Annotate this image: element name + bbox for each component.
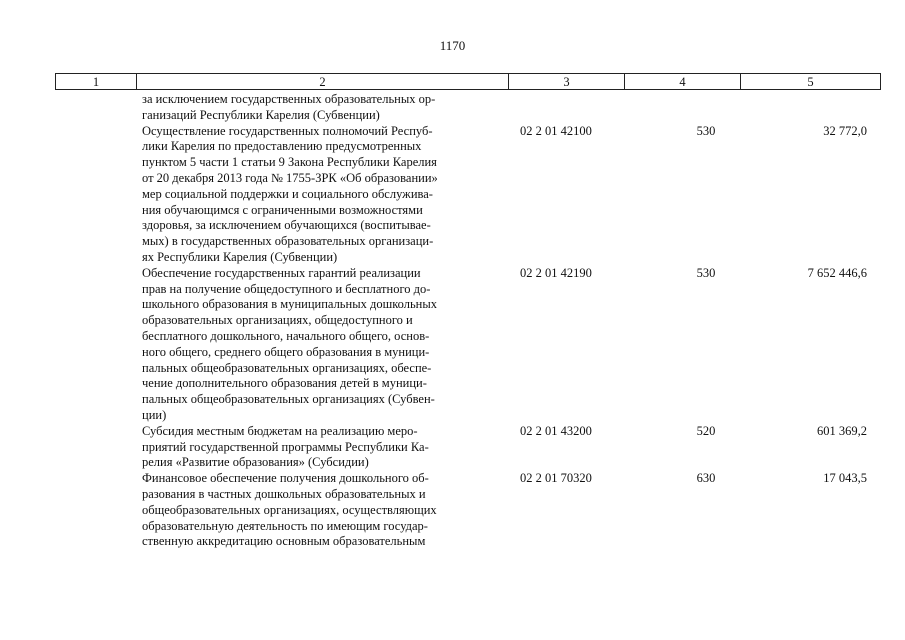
table-row xyxy=(55,124,880,266)
description-line: бесплатного дошкольного, начального общего, основ- xyxy=(142,328,430,343)
table-row xyxy=(55,92,880,124)
description-line: ях Республики Карелия (Субвенции) xyxy=(142,249,338,264)
cell-target-code: 02 2 01 70320 xyxy=(520,471,592,486)
cell-amount: 17 043,5 xyxy=(823,471,867,486)
cell-description xyxy=(136,92,514,124)
cell-expense-type: 530 xyxy=(696,265,716,280)
description-line: приятий государственной программы Республики Ка- xyxy=(142,439,429,454)
cell-amount: 7 652 446,6 xyxy=(807,265,867,280)
description-line: образовательных организациях, общедоступного и xyxy=(142,313,413,328)
description-line: Субсидия местным бюджетам на реализацию меро- xyxy=(142,423,418,438)
cell-description xyxy=(136,266,514,424)
cell-expense-type: 630 xyxy=(696,471,716,486)
cell-column-1 xyxy=(55,266,136,424)
column-header-2: 2 xyxy=(137,74,509,90)
description-line: Финансовое обеспечение получения дошкольного об- xyxy=(142,471,429,486)
description-line: школьного образования в муниципальных дошкольных xyxy=(142,297,438,312)
description-line: от 20 декабря 2013 года № 1755-ЗРК «Об образовании» xyxy=(142,170,438,185)
description-line: ного общего, среднего общего образования в муници- xyxy=(142,344,430,359)
table-row xyxy=(55,471,880,550)
column-header-3: 3 xyxy=(509,74,625,90)
description-line: мер социальной поддержки и социального обслужива- xyxy=(142,186,433,201)
description-line: разования в частных дошкольных образовательных и xyxy=(142,486,426,501)
cell-description xyxy=(136,424,514,471)
cell-target-code: 02 2 01 43200 xyxy=(520,423,592,438)
description-line: пальных общеобразовательных организациях (Субвен- xyxy=(142,392,435,407)
description-line: здоровья, за исключением обучающихся (воспитывае- xyxy=(142,218,431,233)
cell-expense-type: 520 xyxy=(696,423,716,438)
description-line: ственную аккредитацию основным образовательным xyxy=(142,534,426,549)
description-line: Осуществление государственных полномочий Респуб- xyxy=(142,123,433,138)
description-line: общеобразовательных организациях, осуществляющих xyxy=(142,502,437,517)
cell-description xyxy=(136,471,514,550)
column-header-row xyxy=(56,74,881,90)
description-line: образовательную деятельность по имеющим государ- xyxy=(142,518,428,533)
description-line: пальных общеобразовательных организациях, обеспе- xyxy=(142,360,432,375)
description-line: пунктом 5 части 1 статьи 9 Закона Республики Карелия xyxy=(142,155,437,170)
cell-target-code: 02 2 01 42100 xyxy=(520,123,592,138)
table-body xyxy=(55,92,880,550)
description-line: ния обучающимся с ограниченными возможностями xyxy=(142,202,423,217)
description-line: лики Карелия по предоставлению предусмотренных xyxy=(142,139,422,154)
cell-amount xyxy=(746,92,871,124)
column-header-1: 1 xyxy=(56,74,137,90)
cell-amount: 601 369,2 xyxy=(817,423,867,438)
cell-target-code xyxy=(514,92,630,124)
cell-column-1 xyxy=(55,124,136,266)
table-row xyxy=(55,266,880,424)
cell-target-code: 02 2 01 42190 xyxy=(520,265,592,280)
description-line: за исключением государственных образовательных ор- xyxy=(142,92,436,106)
cell-expense-type: 530 xyxy=(696,123,716,138)
description-line: ции) xyxy=(142,407,167,422)
table-row xyxy=(55,424,880,471)
page-number: 1170 xyxy=(439,38,466,53)
column-header-5: 5 xyxy=(741,74,881,90)
description-line: мых) в государственных образовательных организаци- xyxy=(142,234,434,249)
column-header-table xyxy=(55,73,881,90)
description-line: релия «Развитие образования» (Субсидии) xyxy=(142,455,369,470)
description-line: Обеспечение государственных гарантий реализации xyxy=(142,265,421,280)
cell-column-1 xyxy=(55,92,136,124)
column-header-4: 4 xyxy=(625,74,741,90)
cell-amount: 32 772,0 xyxy=(823,123,867,138)
description-line: ганизаций Республики Карелия (Субвенции) xyxy=(142,107,380,122)
cell-description xyxy=(136,124,514,266)
cell-column-1 xyxy=(55,424,136,471)
cell-column-1 xyxy=(55,471,136,550)
description-line: прав на получение общедоступного и бесплатного до- xyxy=(142,281,431,296)
cell-expense-type xyxy=(630,92,746,124)
description-line: чение дополнительного образования детей в муници- xyxy=(142,376,427,391)
